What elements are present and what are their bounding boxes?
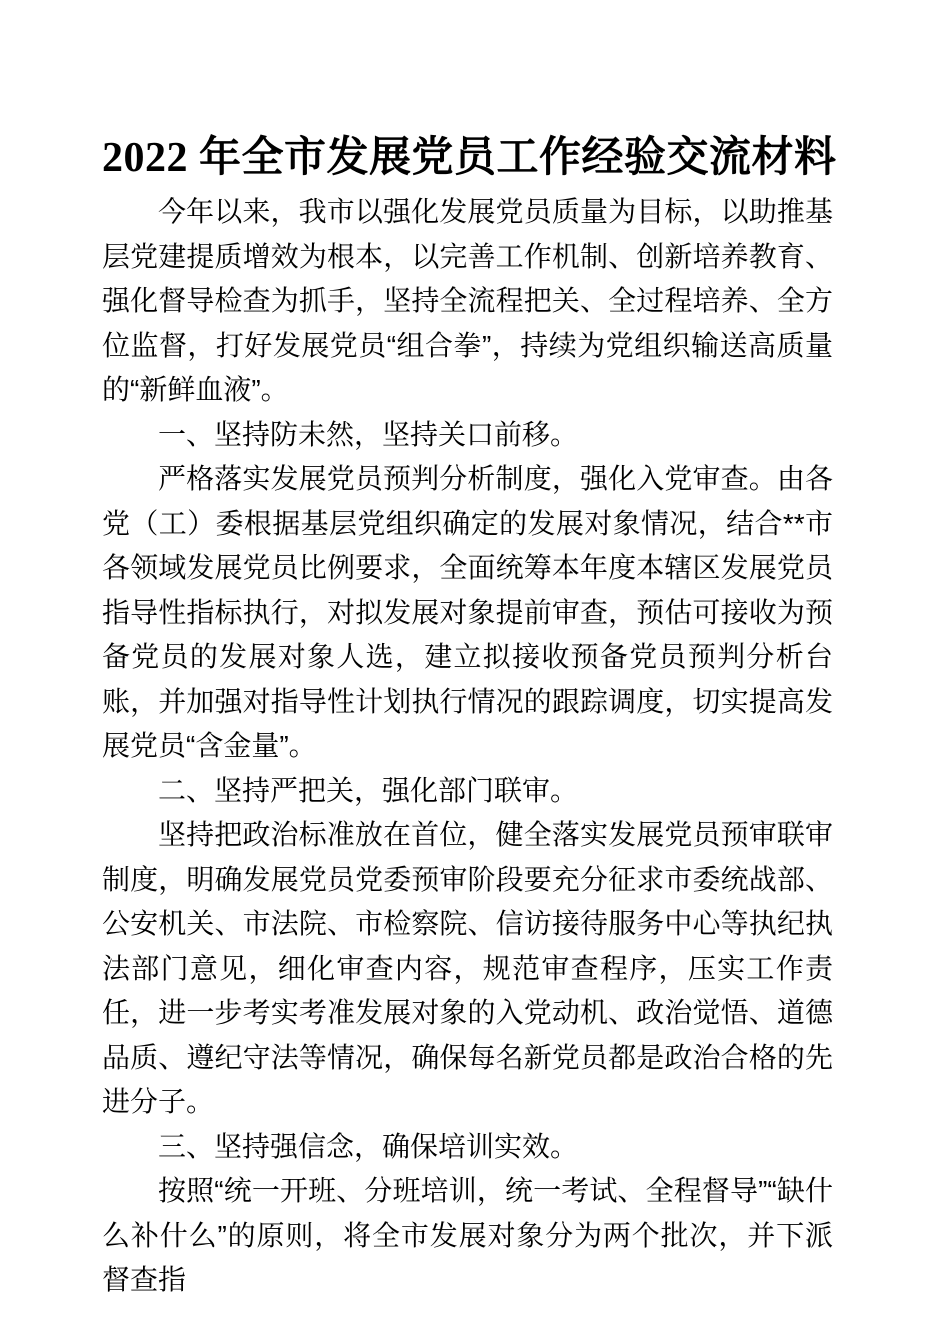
- section-1-paragraph: 严格落实发展党员预判分析制度，强化入党审查。由各党（工）委根据基层党组织确定的发展对象情况，结合**市各领域发展党员比例要求，全面统筹本年度本辖区发展党员指导性指标执行，对拟发展对象提前审查，预估可接收为预备党员的发展对象人选，建立拟接收预备党员预判分析台账，并加强对指导性计划执行情况的跟踪调度，切实提高发展党员“含金量”。: [102, 463, 833, 761]
- intro-paragraph: 今年以来，我市以强化发展党员质量为目标，以助推基层党建提质增效为根本，以完善工作机制、创新培养教育、强化督导检查为抓手，坚持全流程把关、全过程培养、全方位监督，打好发展党员“组合拳”，持续为党组织输送高质量的“新鲜血液”。: [102, 196, 833, 405]
- section-3-paragraph: 按照“统一开班、分班培训，统一考试、全程督导”“缺什么补什么”的原则，将全市发展对象分为两个批次，并下派督查指: [102, 1175, 833, 1295]
- section-2-heading: 二、坚持严把关，强化部门联审。: [158, 774, 579, 806]
- document-title: 2022 年全市发展党员工作经验交流材料: [102, 135, 837, 181]
- section-1-heading: 一、坚持防未然，坚持关口前移。: [158, 418, 579, 450]
- section-2-paragraph: 坚持把政治标准放在首位，健全落实发展党员预审联审制度，明确发展党员党委预审阶段要充分征求市委统战部、公安机关、市法院、市检察院、信访接待服务中心等执纪执法部门意见，细化审查内容，规范审查程序，压实工作责任，进一步考实考准发展对象的入党动机、政治觉悟、道德品质、遵纪守法等情况，确保每名新党员都是政治合格的先进分子。: [102, 819, 833, 1117]
- document-body: [102, 190, 833, 1303]
- section-3-heading: 三、坚持强信念，确保培训实效。: [158, 1130, 579, 1162]
